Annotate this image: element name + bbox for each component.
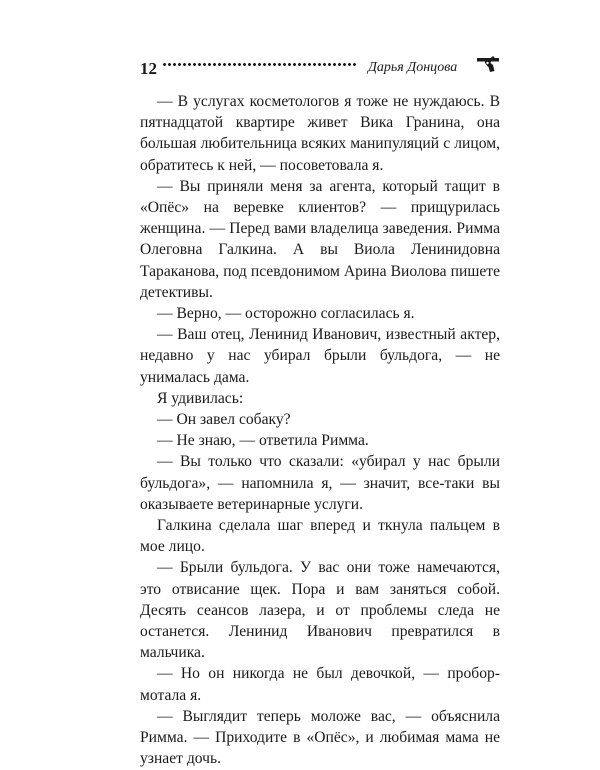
- paragraph: — Но он никогда не был девочкой, — пробормотала я.: [140, 665, 500, 704]
- dotted-leader: [162, 62, 358, 67]
- paragraph: — В услугах косметологов я тоже не нуждаюсь. В пятнадцатой квартире живет Вика Гранина, она большая любительница всяких манипуляций с лицом, обратитесь к ней, — посоветовала я.: [140, 93, 500, 174]
- paragraph: — Он завел собаку?: [157, 411, 291, 429]
- paragraph: Галкина сделала шаг вперед и ткнула пальцем в мое лицо.: [140, 517, 500, 556]
- paragraph: — Не знаю, — ответила Римма.: [157, 432, 369, 450]
- paragraph: — Вы только что сказали: «убирал у нас брыли бульдога», — напомнила я, — значит, все-таки вы оказываете ветеринарные услуги.: [140, 453, 500, 513]
- revolver-icon: [476, 52, 500, 76]
- body-text: [140, 91, 500, 770]
- paragraph: — Выглядит теперь моложе вас, — объяснила Римма. — Приходите в «Опёс», и любимая мама не узнает дочь.: [140, 707, 500, 768]
- paragraph: Я удивилась:: [157, 389, 244, 407]
- paragraph: — Ваш отец, Ленинид Иванович, известный актер, недавно у нас убирал брыли бульдога, — не унималась дама.: [140, 326, 500, 386]
- running-header: [140, 56, 500, 82]
- paragraph: — Вы приняли меня за агента, который тащит в «Опёс» на веревке клиентов? — прищурилась женщина. — Перед вами владелица заведения. Римма Олеговна Галкина. А вы Виола Ленинидовна Тараканова, под псевдонимом Арина Виолова пишете детективы.: [140, 177, 500, 301]
- paragraph: — Брыли бульдога. У вас они тоже намечаются, это отвисание щек. Пора и вам заняться собой. Десять сеансов лазера, и от проблемы следа не останется. Ленинид Иванович превратился в мальчика.: [140, 559, 500, 662]
- page-number: 12: [140, 59, 157, 78]
- paragraph: — Верно, — осторожно согласилась я.: [157, 305, 415, 323]
- running-head-author: Дарья Донцова: [368, 60, 458, 75]
